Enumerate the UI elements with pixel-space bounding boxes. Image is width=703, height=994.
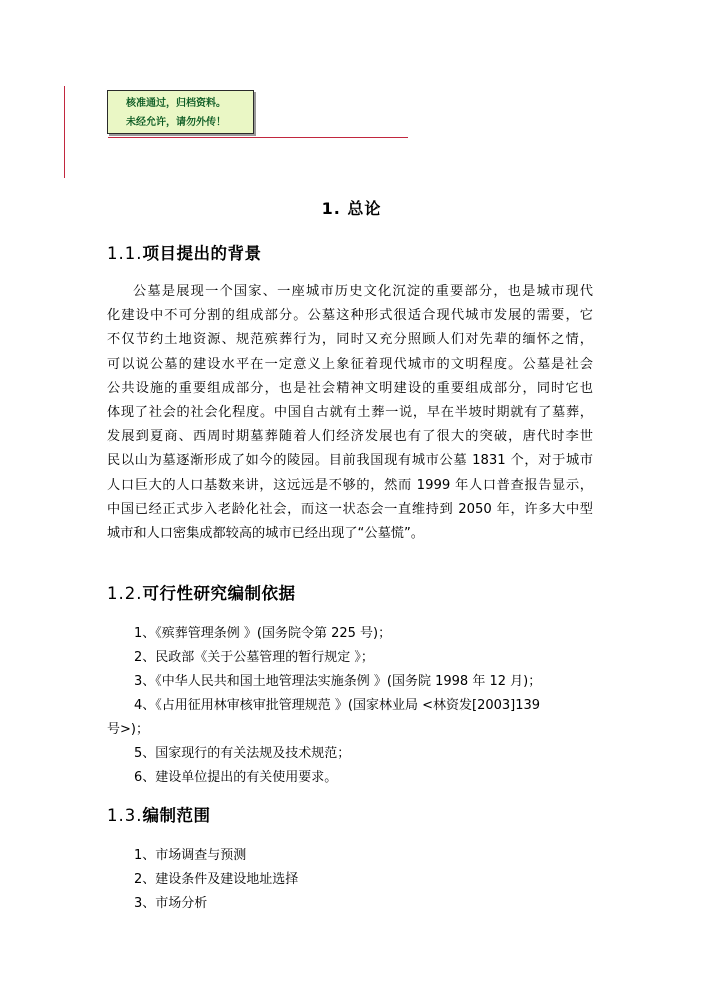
header-line	[108, 137, 408, 138]
section-number: 1.1.	[107, 244, 143, 263]
section-heading-1-2	[107, 580, 296, 604]
section-title: 项目提出的背景	[142, 244, 262, 263]
paragraph-line: 体现了社会的社会化程度。中国自古就有土葬一说，早在半坡时期就有了墓葬，	[107, 404, 593, 420]
list-item: 6、建设单位提出的有关使用要求。	[134, 770, 338, 785]
section-title: 可行性研究编制依据	[142, 584, 296, 603]
paragraph-line: 中国已经正式步入老龄化社会，而这一状态会一直维持到 2050 年，许多大中型	[107, 501, 593, 517]
list-item: 4、《占用征用林审核审批管理规范 》(国家林业局 <林资发[2003]139	[134, 698, 541, 713]
paragraph-line: 公墓是展现一个国家、一座城市历史文化沉淀的重要部分，也是城市现代	[133, 284, 593, 299]
section-number: 1.2.	[107, 584, 143, 603]
stamp-line-1: 核准通过，归档资料。	[126, 98, 226, 109]
paragraph-line: 可以说公墓的建设水平在一定意义上象征着现代城市的文明程度。公墓是社会	[107, 356, 593, 372]
list-item: 1、《殡葬管理条例 》(国务院令第 225 号)；	[134, 626, 392, 641]
list-item: 2、建设条件及建设地址选择	[134, 872, 299, 887]
margin-line-vertical	[64, 86, 65, 178]
paragraph-line: 城市和人口密集成都较高的城市已经出现了“公墓慌”。	[107, 525, 424, 541]
paragraph-line: 发展到夏商、西周时期墓葬随着人们经济发展也有了很大的突破，唐代时李世	[107, 429, 593, 445]
list-item: 3、市场分析	[134, 896, 208, 911]
paragraph-line: 人口巨大的人口基数来讲，这远远是不够的，然而 1999 年人口普查报告显示，	[107, 477, 593, 493]
paragraph-line: 公共设施的重要组成部分，也是社会精神文明建设的重要组成部分，同时它也	[107, 380, 593, 396]
list-item: 1、市场调查与预测	[134, 848, 247, 863]
approval-stamp	[107, 90, 254, 134]
paragraph-line: 不仅节约土地资源、规范殡葬行为，同时又充分照顾人们对先辈的缅怀之情，	[107, 332, 593, 348]
list-item: 5、国家现行的有关法规及技术规范；	[134, 746, 351, 761]
section-title: 编制范围	[142, 806, 211, 825]
chapter-title: 1. 总论	[321, 199, 382, 218]
paragraph-line: 化建设中不可分割的组成部分。公墓这种形式很适合现代城市发展的需要，它	[107, 308, 593, 324]
list-item: 3、《中华人民共和国土地管理法实施条例 》(国务院 1998 年 12 月)；	[134, 674, 542, 689]
background-paragraph	[107, 280, 593, 546]
section-heading-1-1	[107, 240, 262, 264]
paragraph-line: 民以山为墓逐渐形成了如今的陵园。目前我国现有城市公墓 1831 个，对于城市	[107, 453, 593, 469]
section-heading-1-3	[107, 802, 211, 826]
list-item-continuation: 号>)；	[107, 722, 149, 737]
stamp-line-2: 未经允许，请勿外传！	[126, 117, 226, 128]
list-item: 2、民政部《关于公墓管理的暂行规定 》；	[134, 650, 374, 665]
section-number: 1.3.	[107, 806, 143, 825]
